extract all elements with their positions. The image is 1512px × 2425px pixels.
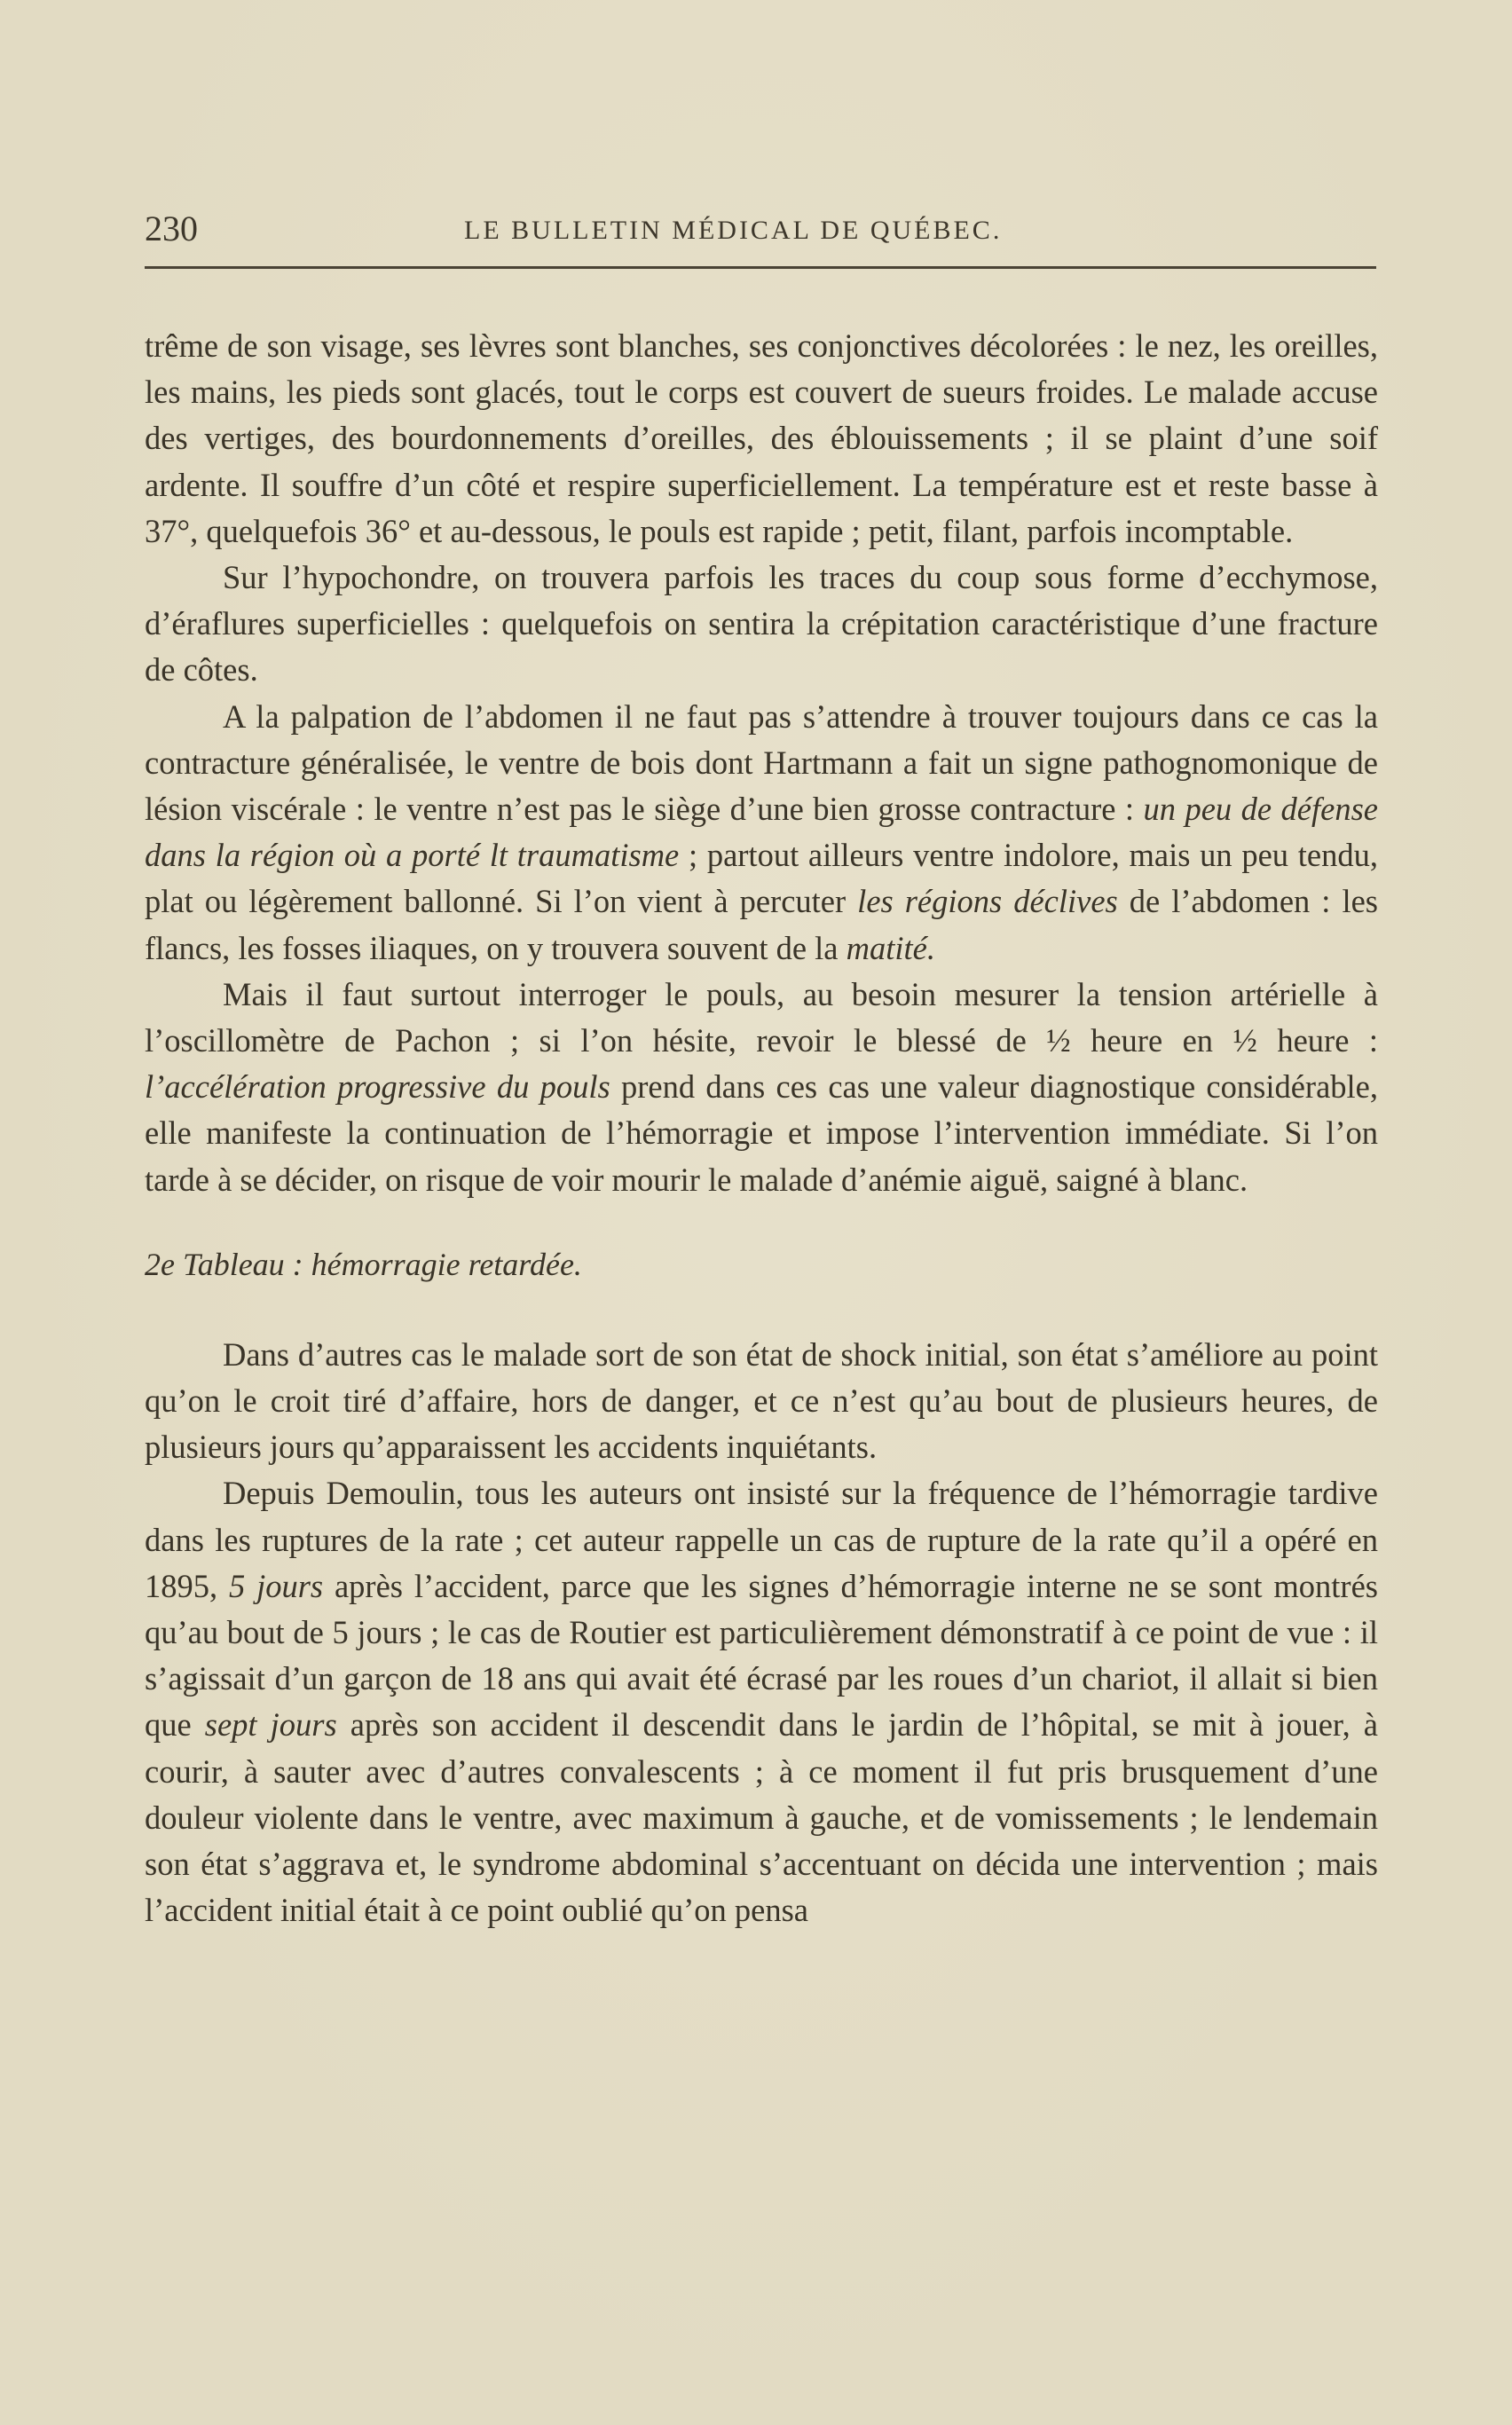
paragraph-6 bbox=[145, 1470, 1378, 1933]
paragraph-6-italic-5-jours: 5 jours bbox=[228, 1567, 324, 1604]
paragraph-3 bbox=[145, 694, 1378, 972]
page-header bbox=[145, 202, 1376, 256]
header-rule bbox=[145, 266, 1376, 269]
section-heading: 2e Tableau : hémorragie retardée. bbox=[145, 1246, 582, 1282]
paragraph-3-italic-matite: matité. bbox=[846, 929, 935, 966]
paragraph-3-italic-regions: les régions déclives bbox=[857, 883, 1118, 920]
paragraph-6-text-e: après son accident il descendit dans le jardin de l’hôpital, se mit à jouer, à courir, à sauter avec d’autres convalescents ; à ce moment il fut pris brusquement d’une douleur violente dans le ventre, avec maximum à gauche, et de vomissements ; le lendemain son état s’aggrava et, le syndrome abdominal s’accentuant on décida une intervention ; mais l’accident initial était à ce point oublié qu’on pensa bbox=[145, 1706, 1378, 1929]
paragraph-1: trême de son visage, ses lèvres sont blanches, ses conjonctives décolorées : le nez, les oreilles, les mains, les pieds sont glacés, tout le corps est couvert de sueurs froides. Le malade accuse des vertiges, des bourdonnements d’oreilles, des éblouissements ; il se plaint d’une soif ardente. Il souffre d’un côté et respire superficiellement. La température est et reste basse à 37°, quelquefois 36° et au-dessous, le pouls est rapide ; petit, filant, parfois incomptable. bbox=[145, 327, 1378, 549]
paragraph-3-text-a: A la palpation de l’abdomen il ne faut pas s’attendre à trouver toujours dans ce cas la contracture généralisée, le ventre de bois dont Hartmann a fait un signe pathognomonique de lésion viscérale : le ventre n’est pas le siège d’une bien grosse contracture : bbox=[145, 697, 1378, 828]
paragraph-4 bbox=[145, 972, 1378, 1203]
article-body bbox=[145, 323, 1378, 1934]
paragraph-6-text-a: Depuis Demoulin, tous les auteurs ont insisté sur la fréquence de l’hémorragie tardive dans les ruptures de la rate ; cet auteur rappelle un cas de rupture de la rate qu’il a opéré en 1895, bbox=[145, 1475, 1378, 1604]
page-number: 230 bbox=[145, 209, 198, 248]
running-title: LE BULLETIN MÉDICAL DE QUÉBEC. bbox=[464, 216, 1003, 245]
paragraph-4-text-a: Mais il faut surtout interroger le pouls, au besoin mesurer la tension artérielle à l’oscillomètre de Pachon ; si l’on hésite, revoir le blessé de ½ heure en ½ heure : bbox=[145, 975, 1378, 1059]
paragraph-6-italic-sept-jours: sept jours bbox=[204, 1706, 337, 1744]
paragraph-3-text-c: ; partout ailleurs ventre indolore, mais un peu tendu, plat ou légèrement ballonné. Si l’on vient à percuter bbox=[145, 837, 1378, 920]
paragraph-3-text-e: de l’abdomen : les flancs, les fosses iliaques, on y trouvera souvent de la bbox=[145, 883, 1378, 966]
paragraph-6-text-c: après l’accident, parce que les signes d’hémorragie interne ne se sont montrés qu’au bout de 5 jours ; le cas de Routier est particulièrement démonstratif à ce point de vue : il s’agissait d’un garçon de 18 ans qui avait été écrasé par les roues d’un chariot, il allait si bien que bbox=[145, 1567, 1378, 1744]
paragraph-3-italic-defense: un peu de défense dans la région où a porté lt traumatisme bbox=[145, 791, 1378, 874]
paragraph-2: Sur l’hypochondre, on trouvera parfois les traces du coup sous forme d’ecchymose, d’éraflures superficielles : quelquefois on sentira la crépitation caractéristique d’une fracture de côtes. bbox=[145, 559, 1378, 689]
paragraph-5: Dans d’autres cas le malade sort de son état de shock initial, son état s’améliore au point qu’on le croit tiré d’affaire, hors de danger, et ce n’est qu’au bout de plusieurs heures, de plusieurs jours qu’apparaissent les accidents inquiétants. bbox=[145, 1335, 1378, 1466]
paragraph-4-italic-pouls: l’accélération progressive du pouls bbox=[145, 1068, 610, 1106]
paragraph-4-text-c: prend dans ces cas une valeur diagnostique considérable, elle manifeste la continuation de l’hémorragie et impose l’intervention immédiate. Si l’on tarde à se décider, on risque de voir mourir le malade d’anémie aiguë, saigné à blanc. bbox=[145, 1068, 1378, 1198]
